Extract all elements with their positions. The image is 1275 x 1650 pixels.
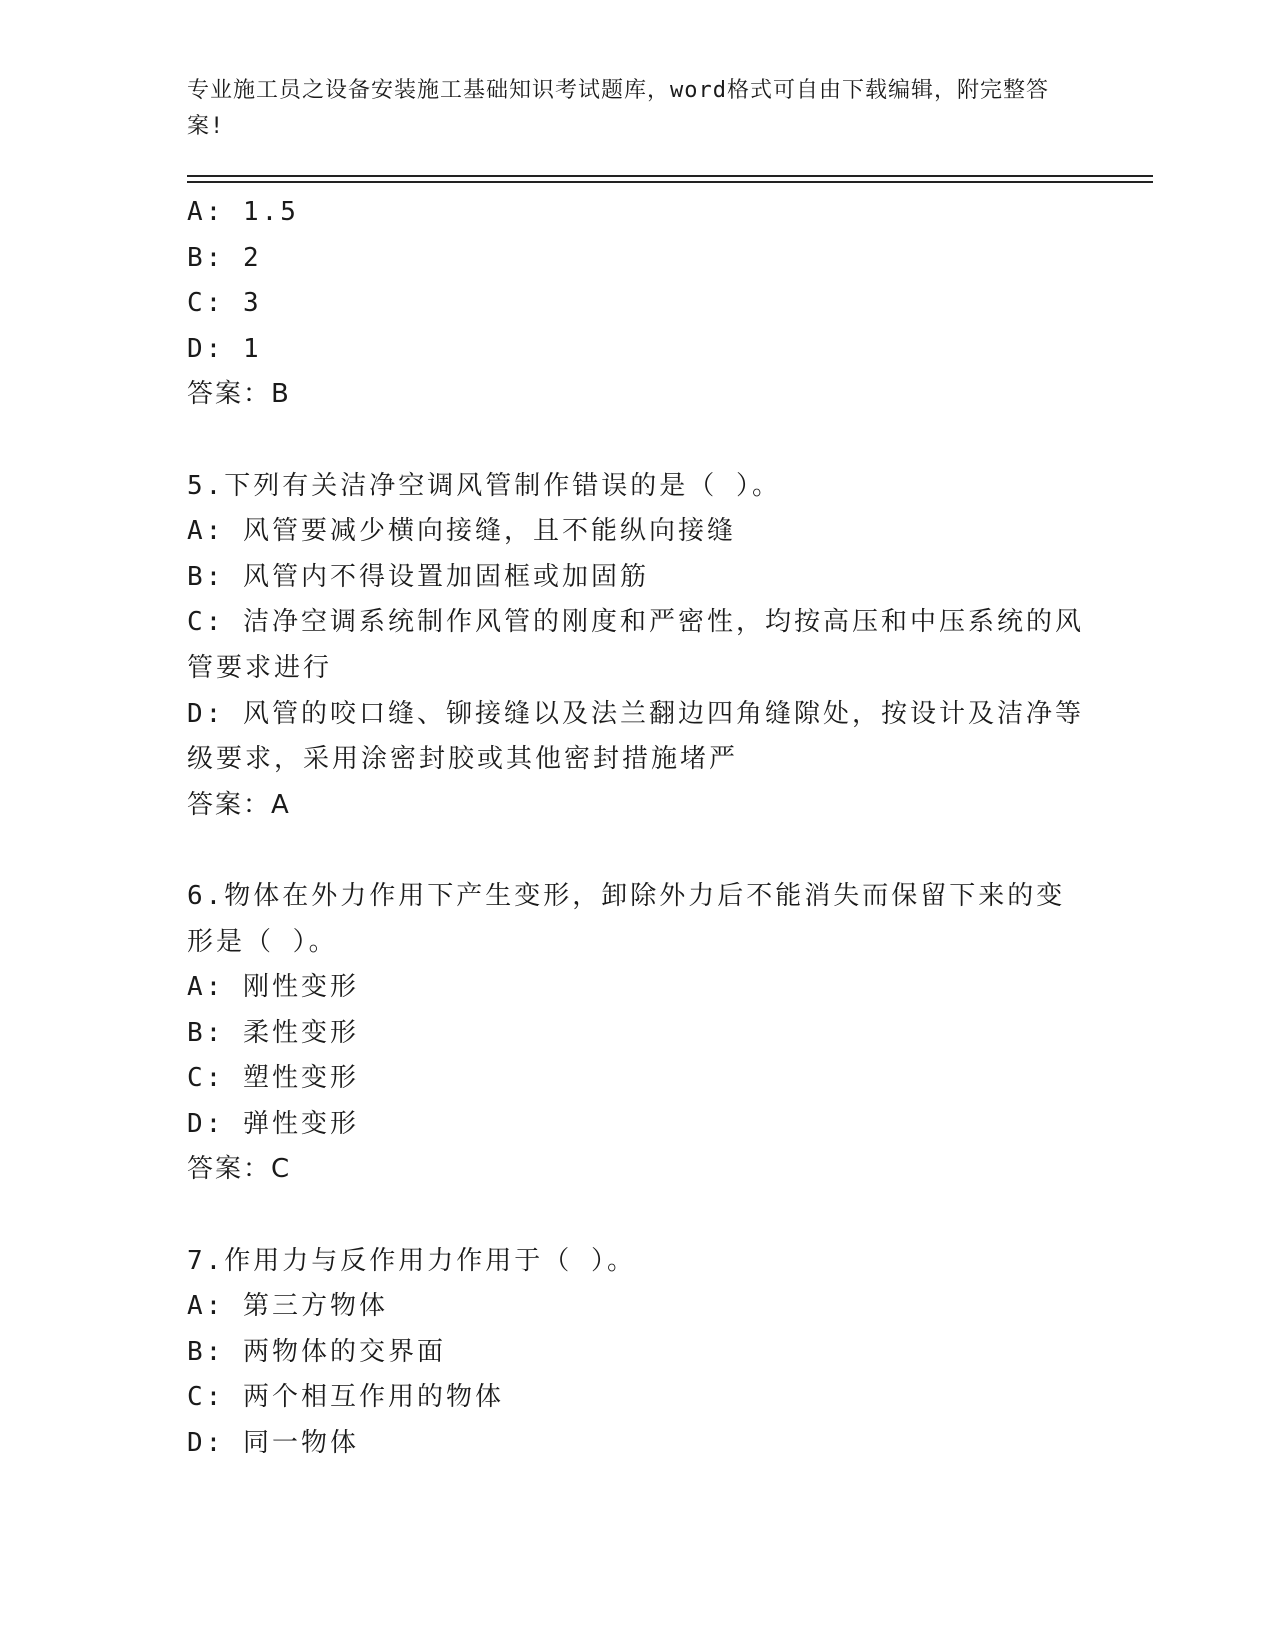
- option-c: C: 3: [187, 288, 262, 319]
- option-d: D: 风管的咬口缝、铆接缝以及法兰翻边四角缝隙处，按设计及洁净等: [187, 698, 1084, 729]
- answer-line: 答案：A: [187, 789, 291, 820]
- option-c: C: 两个相互作用的物体: [187, 1382, 504, 1413]
- option-c: C: 塑性变形: [187, 1063, 359, 1094]
- option-a: A: 刚性变形: [187, 972, 359, 1003]
- option-b: B: 风管内不得设置加固框或加固筋: [187, 561, 649, 592]
- option-d: D: 1: [187, 333, 262, 364]
- header-divider-bottom: [187, 181, 1153, 183]
- option-b: B: 柔性变形: [187, 1017, 359, 1048]
- question-stem: 6.物体在外力作用下产生变形，卸除外力后不能消失而保留下来的变: [187, 880, 1066, 911]
- spacer: [187, 418, 1087, 464]
- option-d: D: 同一物体: [187, 1428, 359, 1459]
- header-divider-top: [187, 175, 1153, 177]
- question-block-5: [187, 464, 1087, 829]
- option-a: A: 第三方物体: [187, 1291, 388, 1322]
- option-a: A: 风管要减少横向接缝，且不能纵向接缝: [187, 516, 736, 547]
- document-header: 专业施工员之设备安装施工基础知识考试题库，word格式可自由下载编辑，附完整答案!: [187, 78, 1049, 139]
- spacer: [187, 1193, 1087, 1239]
- question-stem: 7.作用力与反作用力作用于（ ）。: [187, 1245, 636, 1276]
- question-block-7: [187, 1239, 1087, 1467]
- question-stem: 5.下列有关洁净空调风管制作错误的是（ ）。: [187, 470, 781, 501]
- question-stem-continued: 形是（ ）。: [187, 926, 338, 957]
- answer-line: 答案：B: [187, 379, 291, 410]
- option-c: C: 洁净空调系统制作风管的刚度和严密性，均按高压和中压系统的风: [187, 607, 1084, 638]
- question-block-6: [187, 874, 1087, 1193]
- option-b: B: 两物体的交界面: [187, 1336, 446, 1367]
- spacer: [187, 828, 1087, 874]
- question-content: [187, 190, 1087, 1467]
- answer-line: 答案：C: [187, 1154, 292, 1185]
- option-c-continued: 管要求进行: [187, 652, 333, 683]
- option-d-continued: 级要求，采用涂密封胶或其他密封措施堵严: [187, 744, 739, 775]
- option-b: B: 2: [187, 242, 262, 273]
- option-d: D: 弹性变形: [187, 1108, 359, 1139]
- option-a: A: 1.5: [187, 197, 299, 227]
- question-block-4: [187, 190, 1087, 418]
